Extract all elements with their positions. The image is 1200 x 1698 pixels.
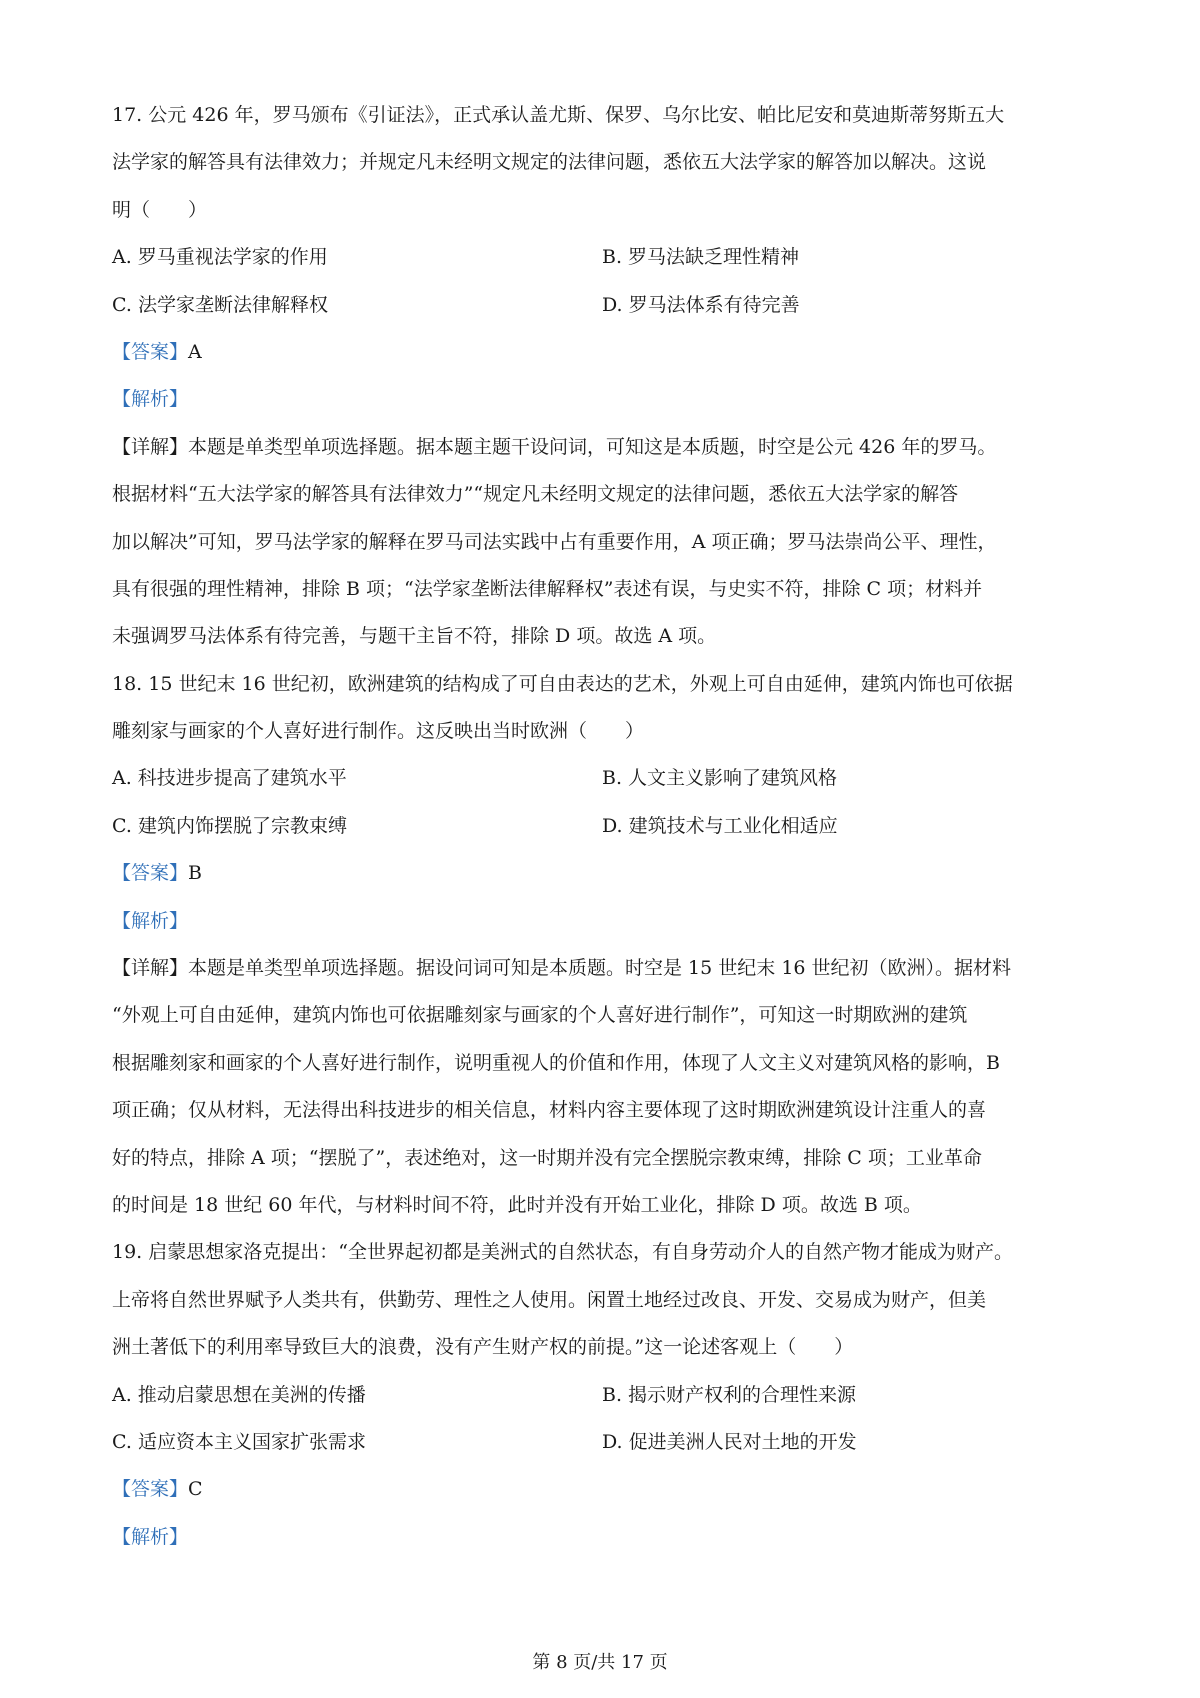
q18-detail-text-1: 本题是单类型单项选择题。据设问词可知是本质题。时空是 15 世纪末 16 世纪初（欧洲）。据材料 bbox=[188, 957, 1012, 980]
q19-analysis bbox=[112, 1514, 1102, 1561]
q18-analysis-tag: 【解析】 bbox=[112, 909, 189, 932]
q18-option-a: A. 科技进步提高了建筑水平 bbox=[112, 767, 347, 790]
q19-analysis-tag: 【解析】 bbox=[112, 1525, 189, 1548]
q18-answer-value: B bbox=[188, 862, 202, 885]
q19-option-d: D. 促进美洲人民对土地的开发 bbox=[602, 1430, 857, 1453]
q17-answer-value: A bbox=[188, 340, 202, 363]
q17-option-a: A. 罗马重视法学家的作用 bbox=[112, 246, 328, 269]
q19-option-c: C. 适应资本主义国家扩张需求 bbox=[112, 1430, 366, 1453]
question-19 bbox=[112, 1229, 1102, 1561]
q17-answer-tag: 【答案】 bbox=[112, 340, 189, 363]
q17-detail-tag: 【详解】 bbox=[112, 435, 189, 458]
q18-detail-line-1 bbox=[112, 945, 1102, 992]
q17-option-c: C. 法学家垄断法律解释权 bbox=[112, 293, 328, 316]
q18-analysis bbox=[112, 898, 1102, 945]
q18-option-b: B. 人文主义影响了建筑风格 bbox=[602, 767, 838, 790]
q18-option-d: D. 建筑技术与工业化相适应 bbox=[602, 814, 838, 837]
page-content bbox=[112, 92, 1102, 1561]
q19-answer-value: C bbox=[188, 1478, 203, 1501]
q17-stem-line-2: 法学家的解答具有法律效力；并规定凡未经明文规定的法律问题，悉依五大法学家的解答加以解决。这说 bbox=[112, 151, 987, 174]
q19-options-row-1 bbox=[112, 1372, 1102, 1419]
q17-detail-line-3: 加以解决”可知，罗马法学家的解释在罗马司法实践中占有重要作用，A 项正确；罗马法崇尚公平、理性， bbox=[112, 530, 997, 553]
q17-detail-text-1: 本题是单类型单项选择题。据本题主题干设问词，可知这是本质题，时空是公元 426 年的罗马。 bbox=[188, 435, 997, 458]
q18-detail-line-6: 的时间是 18 世纪 60 年代，与材料时间不符，此时并没有开始工业化，排除 D 项。故选 B 项。 bbox=[112, 1193, 922, 1216]
q19-option-a: A. 推动启蒙思想在美洲的传播 bbox=[112, 1383, 366, 1406]
q18-detail-line-2: “外观上可自由延伸，建筑内饰也可依据雕刻家与画家的个人喜好进行制作”，可知这一时期欧洲的建筑 bbox=[112, 1004, 968, 1027]
q17-analysis bbox=[112, 376, 1102, 423]
q17-detail-line-5: 未强调罗马法体系有待完善，与题干主旨不符，排除 D 项。故选 A 项。 bbox=[112, 625, 717, 648]
q17-option-b: B. 罗马法缺乏理性精神 bbox=[602, 246, 800, 269]
q19-answer bbox=[112, 1466, 1102, 1513]
q17-detail-line-2: 根据材料“五大法学家的解答具有法律效力”“规定凡未经明文规定的法律问题，悉依五大法学家的解答 bbox=[112, 483, 959, 506]
page-footer: 第 8 页/共 17 页 bbox=[532, 1652, 668, 1673]
question-18 bbox=[112, 661, 1102, 1230]
q17-analysis-tag: 【解析】 bbox=[112, 388, 189, 411]
question-17 bbox=[112, 92, 1102, 661]
q18-detail-line-3: 根据雕刻家和画家的个人喜好进行制作，说明重视人的价值和作用，体现了人文主义对建筑风格的影响，B bbox=[112, 1051, 1000, 1074]
q18-option-c: C. 建筑内饰摆脱了宗教束缚 bbox=[112, 814, 347, 837]
q17-stem-line-1: 17. 公元 426 年，罗马颁布《引证法》，正式承认盖尤斯、保罗、乌尔比安、帕比尼安和莫迪斯蒂努斯五大 bbox=[112, 104, 1005, 126]
q18-answer bbox=[112, 850, 1102, 897]
q17-option-d: D. 罗马法体系有待完善 bbox=[602, 293, 800, 316]
q19-options-row-2 bbox=[112, 1419, 1102, 1466]
q17-stem-line-3: 明（ ） bbox=[112, 198, 208, 221]
q17-options-row-2 bbox=[112, 282, 1102, 329]
q17-options-row-1 bbox=[112, 234, 1102, 281]
q18-detail-line-4: 项正确；仅从材料，无法得出科技进步的相关信息，材料内容主要体现了这时期欧洲建筑设计注重人的喜 bbox=[112, 1099, 987, 1122]
q17-answer bbox=[112, 329, 1102, 376]
q19-stem-line-2: 上帝将自然世界赋予人类共有，供勤劳、理性之人使用。闲置土地经过改良、开发、交易成为财产，但美 bbox=[112, 1288, 987, 1311]
q19-answer-tag: 【答案】 bbox=[112, 1478, 189, 1501]
q18-detail-line-5: 好的特点，排除 A 项；“摆脱了”，表述绝对，这一时期并没有完全摆脱宗教束缚，排除 C 项；工业革命 bbox=[112, 1146, 982, 1169]
q18-detail-tag: 【详解】 bbox=[112, 957, 189, 980]
q19-option-b: B. 揭示财产权利的合理性来源 bbox=[602, 1383, 857, 1406]
q17-detail-line-4: 具有很强的理性精神，排除 B 项；“法学家垄断法律解释权”表述有误，与史实不符，排除 C 项；材料并 bbox=[112, 577, 983, 600]
q17-detail-line-1 bbox=[112, 424, 1102, 471]
q18-answer-tag: 【答案】 bbox=[112, 862, 189, 885]
q19-stem-line-3: 洲土著低下的利用率导致巨大的浪费，没有产生财产权的前提。”这一论述客观上（ ） bbox=[112, 1336, 854, 1359]
q18-options-row-1 bbox=[112, 755, 1102, 802]
q18-stem-line-2: 雕刻家与画家的个人喜好进行制作。这反映出当时欧洲（ ） bbox=[112, 720, 645, 743]
q19-stem-line-1: 19. 启蒙思想家洛克提出：“全世界起初都是美洲式的自然状态，有自身劳动介人的自然产物才能成为财产。 bbox=[112, 1241, 1013, 1264]
q18-stem-line-1: 18. 15 世纪末 16 世纪初，欧洲建筑的结构成了可自由表达的艺术，外观上可自由延伸，建筑内饰也可依据 bbox=[112, 672, 1013, 695]
q18-options-row-2 bbox=[112, 803, 1102, 850]
